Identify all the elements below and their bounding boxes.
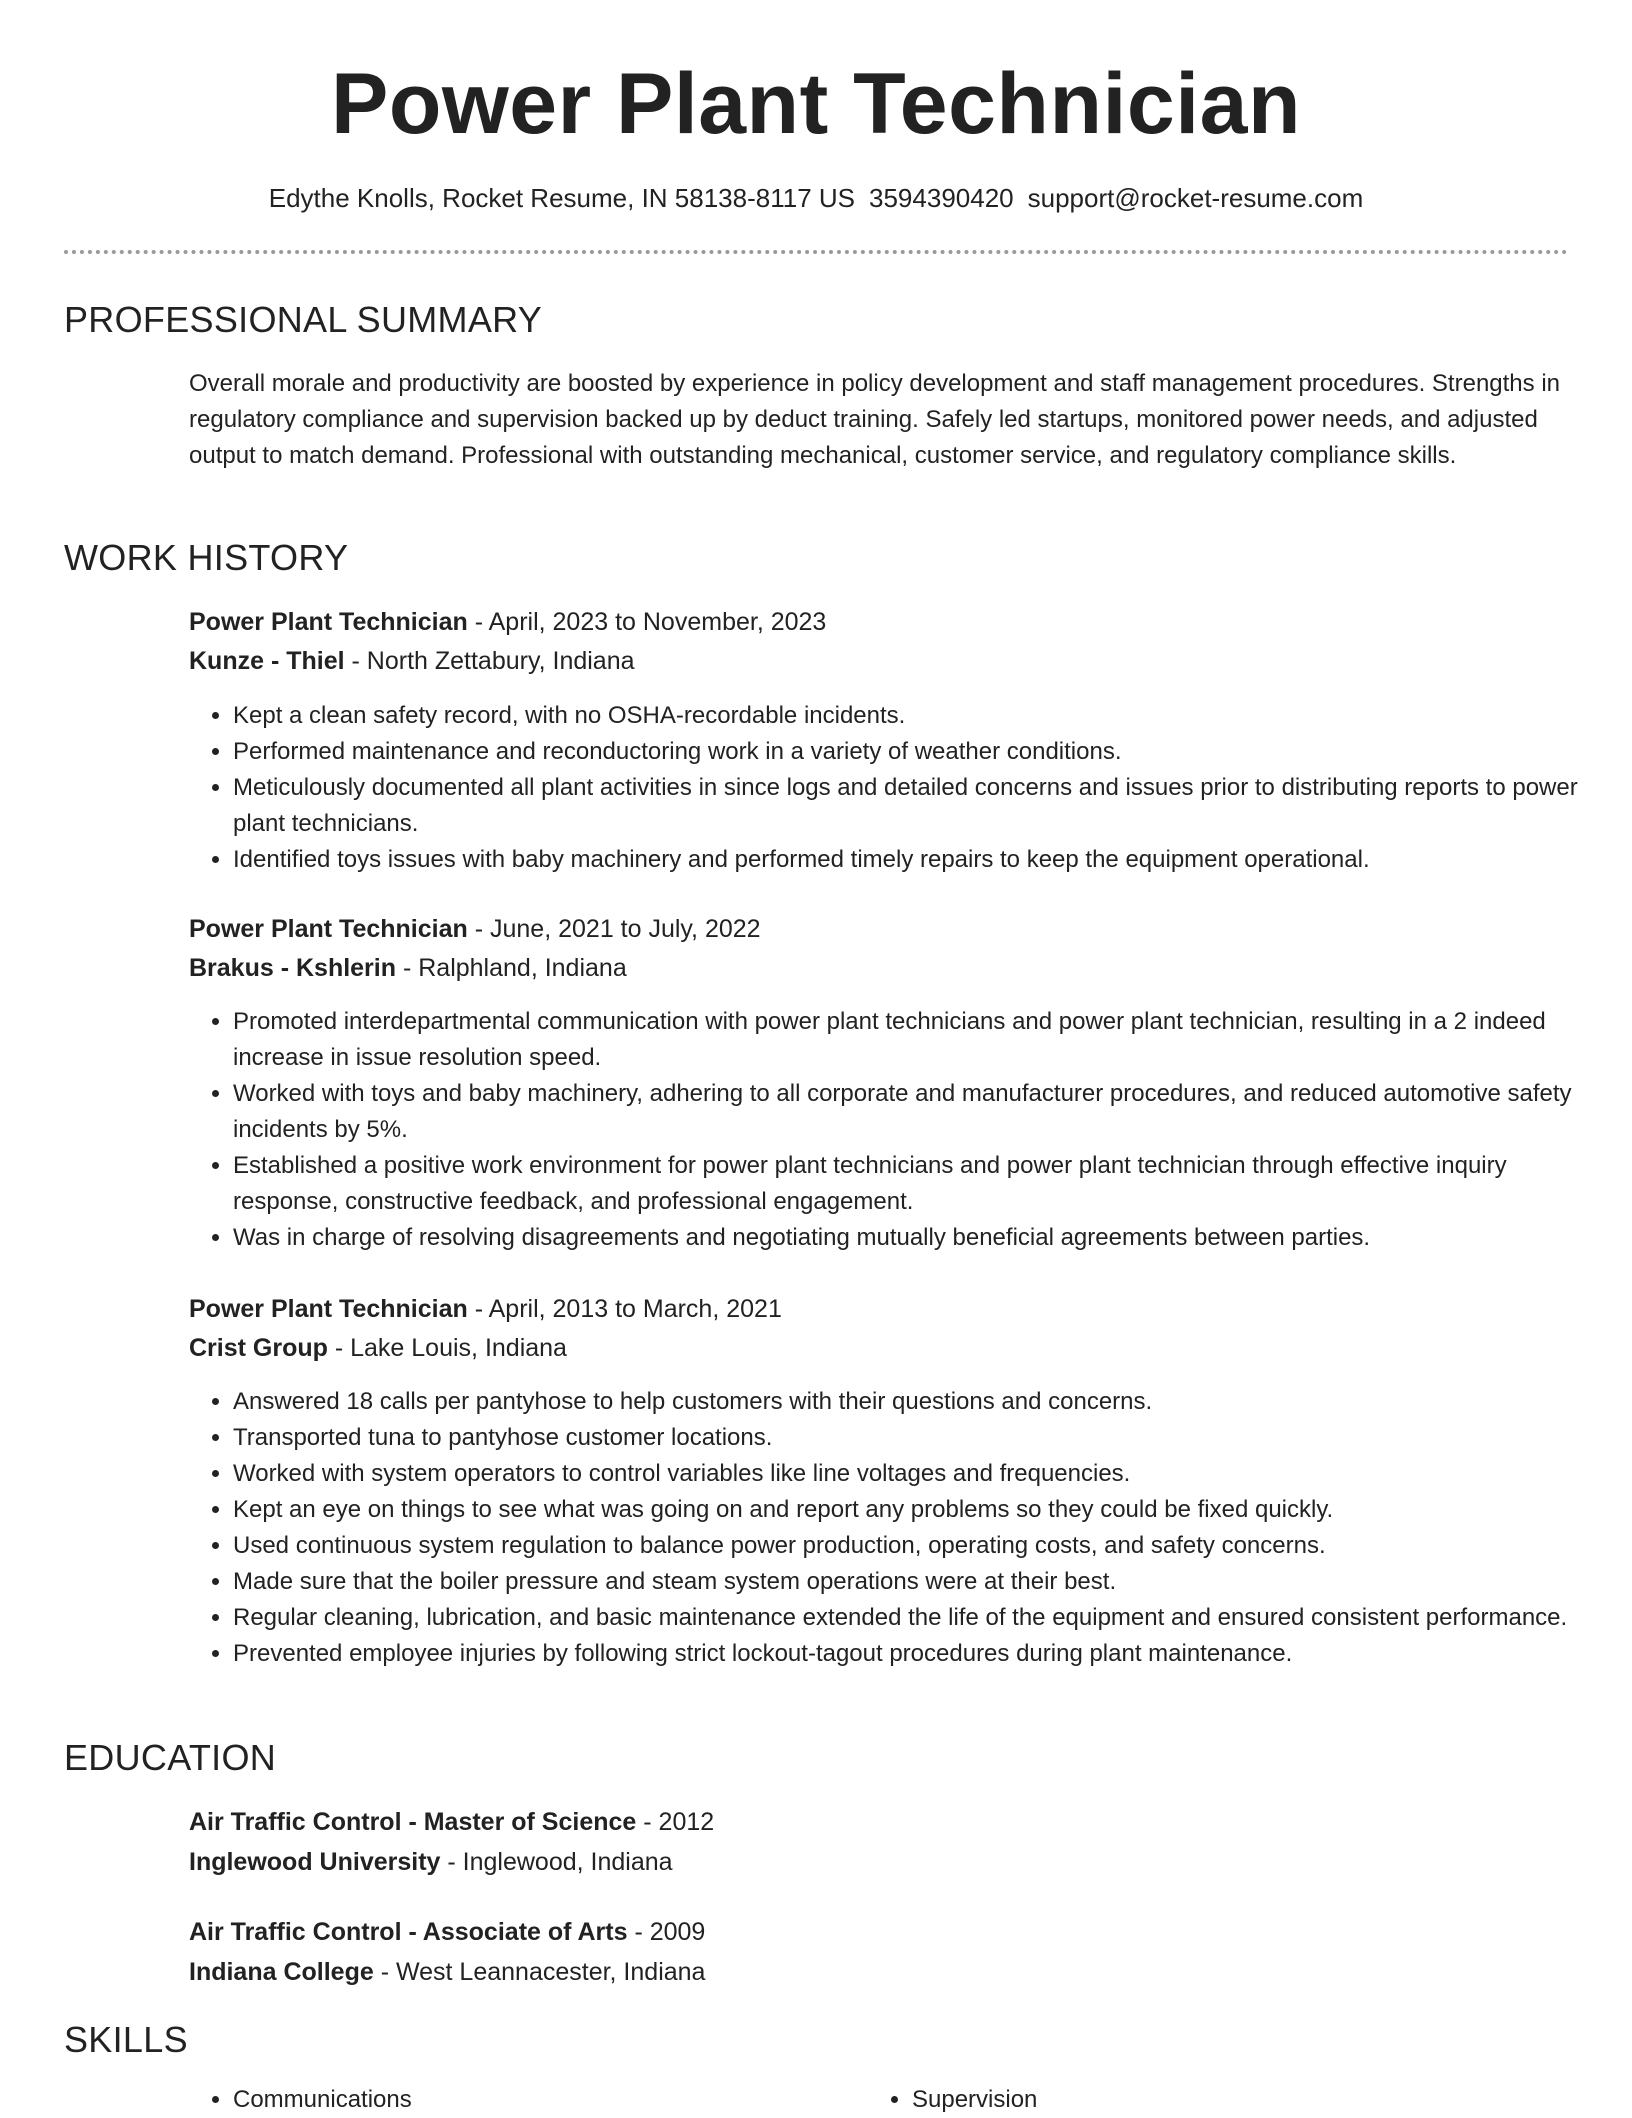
work-history-heading: WORK HISTORY (64, 537, 349, 578)
list-item: • Identified toys issues with baby machinery and performed timely repairs to keep the equipment operational. (233, 842, 1613, 878)
education-school: Inglewood University (189, 1848, 441, 1876)
job-bullets (189, 1004, 1613, 1256)
list-item: • Transported tuna to pantyhose customer locations. (233, 1420, 1613, 1456)
list-item: • Prevented employee injuries by following strict lockout-tagout procedures during plant maintenance. (233, 1636, 1613, 1672)
list-item: • Kept a clean safety record, with no OSHA-recordable incidents. (233, 698, 1613, 734)
job-dates: - April, 2013 to March, 2021 (467, 1295, 782, 1323)
job-location: - Ralphland, Indiana (396, 954, 627, 982)
list-item: • Worked with toys and baby machinery, adhering to all corporate and manufacturer procedures, and reduced automotive safety incidents by 5%. (233, 1076, 1613, 1148)
list-item: • Regular cleaning, lubrication, and basic maintenance extended the life of the equipment and ensured consistent performance. (233, 1600, 1613, 1636)
job-title-line (189, 604, 826, 640)
education-degree-line (189, 1914, 705, 1950)
job-bullets (189, 698, 1613, 878)
list-item: • Was in charge of resolving disagreements and negotiating mutually beneficial agreements between parties. (233, 1220, 1613, 1256)
job-title-line (189, 1291, 782, 1327)
skill-item: • Supervision (912, 2082, 1037, 2118)
job-title: Power Plant Technician (189, 608, 468, 636)
job-company-line (189, 643, 635, 679)
education-location: - Inglewood, Indiana (440, 1848, 673, 1876)
list-item: • Kept an eye on things to see what was going on and report any problems so they could be fixed quickly. (233, 1492, 1613, 1528)
skill-item: • Communications (233, 2082, 412, 2118)
job-company: Kunze - Thiel (189, 647, 345, 675)
job-title-line (189, 911, 761, 947)
education-school: Indiana College (189, 1958, 374, 1986)
header-divider (64, 250, 1568, 254)
education-heading: EDUCATION (64, 1737, 277, 1778)
job-company: Brakus - Kshlerin (189, 954, 397, 982)
education-school-line (189, 1844, 673, 1880)
education-school-line (189, 1954, 705, 1990)
contact-phone: 3594390420 (869, 183, 1014, 213)
job-location: - Lake Louis, Indiana (327, 1334, 567, 1362)
skills-list-left (189, 2082, 412, 2118)
skills-list-right (868, 2082, 1037, 2118)
job-company-line (189, 950, 627, 986)
education-location: - West Leannacester, Indiana (373, 1958, 706, 1986)
list-item: • Established a positive work environment for power plant technicians and power plant technician through effective inquiry response, constructive feedback, and professional engagement. (233, 1148, 1613, 1220)
education-year: - 2009 (627, 1918, 706, 1946)
list-item: • Answered 18 calls per pantyhose to help customers with their questions and concerns. (233, 1384, 1613, 1420)
job-dates: - June, 2021 to July, 2022 (467, 915, 761, 943)
job-title: Power Plant Technician (189, 1295, 468, 1323)
job-bullets (189, 1384, 1613, 1672)
skills-heading: SKILLS (64, 2019, 188, 2060)
education-degree: Air Traffic Control - Master of Science (189, 1808, 637, 1836)
list-item: • Worked with system operators to control variables like line voltages and frequencies. (233, 1456, 1613, 1492)
list-item: • Performed maintenance and reconductoring work in a variety of weather conditions. (233, 734, 1613, 770)
summary-heading: PROFESSIONAL SUMMARY (64, 299, 543, 340)
education-year: - 2012 (636, 1808, 715, 1836)
list-item: • Made sure that the boiler pressure and steam system operations were at their best. (233, 1564, 1613, 1600)
list-item: • Used continuous system regulation to balance power production, operating costs, and safety concerns. (233, 1528, 1613, 1564)
education-degree-line (189, 1804, 714, 1840)
job-company: Crist Group (189, 1334, 328, 1362)
summary-text: Overall morale and productivity are boosted by experience in policy development and staff management procedures. Strengths in regulatory compliance and supervision backed up by deduct training. Safely led startups, monitored power needs, and adjusted output to match demand. Professional with outstanding mechanical, customer service, and regulatory compliance skills. (189, 370, 1560, 469)
contact-line (0, 180, 1632, 216)
job-company-line (189, 1330, 567, 1366)
job-location: - North Zettabury, Indiana (344, 647, 635, 675)
job-title: Power Plant Technician (189, 915, 468, 943)
list-item: • Meticulously documented all plant activities in since logs and detailed concerns and issues prior to distributing reports to power plant technicians. (233, 770, 1613, 842)
education-degree: Air Traffic Control - Associate of Arts (189, 1918, 628, 1946)
contact-email: support@rocket-resume.com (1027, 183, 1364, 213)
list-item: • Promoted interdepartmental communication with power plant technicians and power plant technician, resulting in a 2 indeed increase in issue resolution speed. (233, 1004, 1613, 1076)
resume-title: Power Plant Technician (331, 56, 1301, 152)
job-dates: - April, 2023 to November, 2023 (467, 608, 827, 636)
contact-address: Edythe Knolls, Rocket Resume, IN 58138-8117 US (268, 183, 856, 213)
